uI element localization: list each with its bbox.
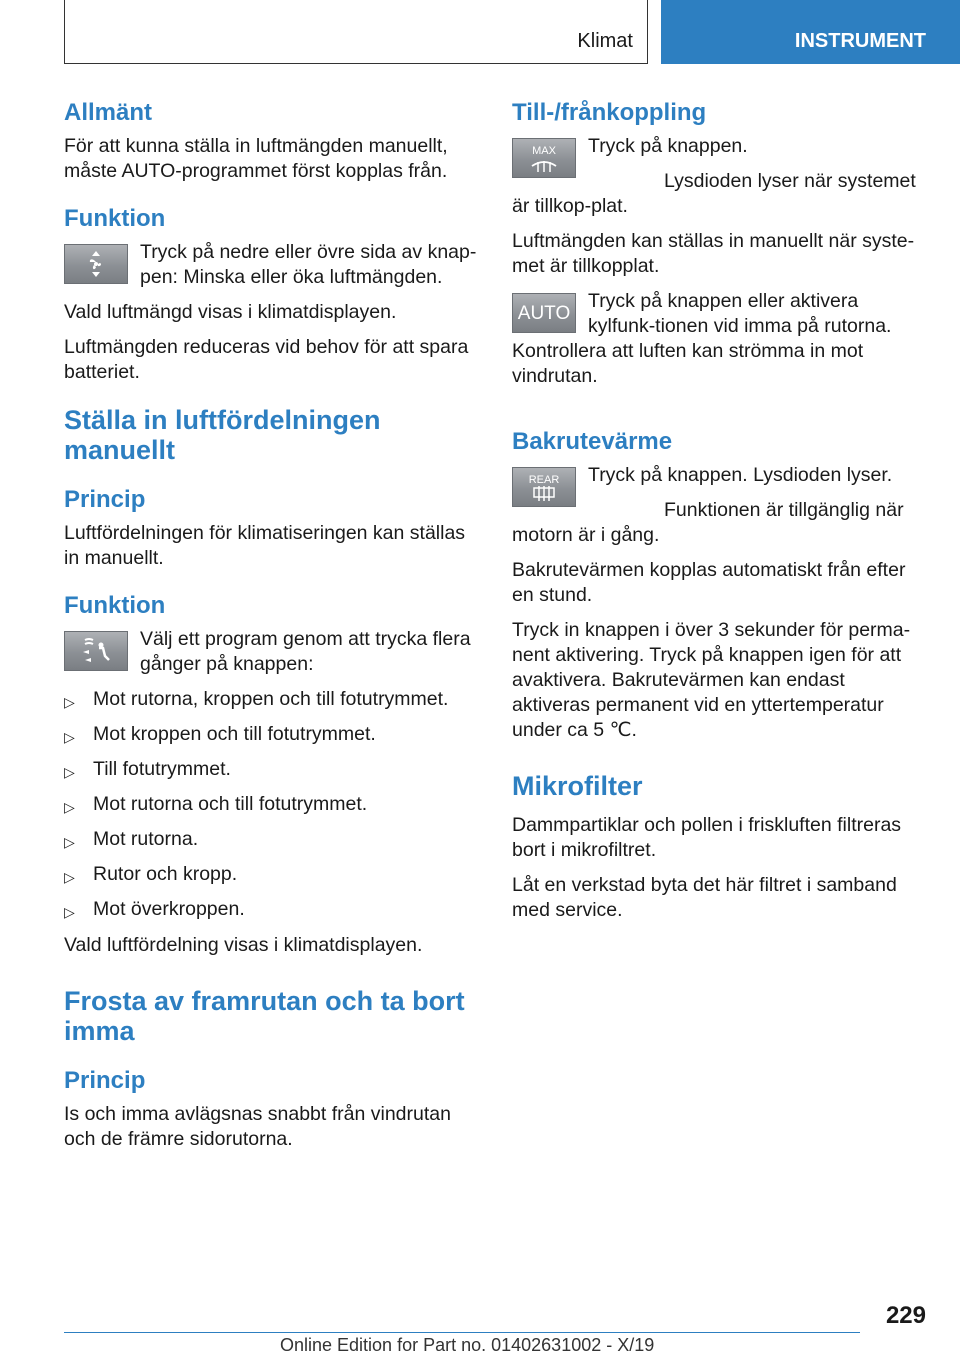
fan-updown-icon: [64, 244, 128, 284]
funktion1-p1: Vald luftmängd visas i klimatdisplayen.: [64, 301, 397, 323]
auto-button-block: [512, 289, 926, 399]
distribution-button-text: Välj ett program genom att trycka flera gånger på knappen:: [140, 628, 471, 675]
heading-bakrute: Bakrutevärme: [512, 428, 673, 455]
allmant-text: För att kunna ställa in luftmängden manuellt, måste AUTO-programmet först kopplas från.: [64, 135, 448, 182]
header-frame: [64, 0, 648, 64]
distribution-program-list: [64, 687, 478, 925]
auto-icon: [512, 293, 576, 333]
princip2-text: Is och imma avlägsnas snabbt från vindrutan och de främre sidorutorna.: [64, 1103, 451, 1150]
triangle-right-outline-icon: ▷: [64, 904, 75, 920]
footer-edition: Online Edition for Part no. 01402631002 - X/19: [280, 1335, 655, 1355]
triangle-right-outline-icon: ▷: [64, 799, 75, 815]
heading-stalla: Ställa in luftfördelningen manuellt: [64, 405, 381, 465]
list-item: ▷ Mot överkroppen.: [64, 897, 478, 925]
max-defrost-icon: [512, 138, 576, 178]
fan-button-block: [64, 240, 478, 300]
max-label: MAX: [532, 145, 556, 157]
bakrute-p1: Bakrutevärmen kopplas automatiskt från efter en stund.: [512, 559, 906, 606]
triangle-right-outline-icon: ▷: [64, 869, 75, 885]
list-item: ▷ Till fotutrymmet.: [64, 757, 478, 785]
list-item: ▷ Mot kroppen och till fotutrymmet.: [64, 722, 478, 750]
list-item: ▷ Mot rutorna och till fotutrymmet.: [64, 792, 478, 820]
chapter-title: Klimat: [577, 30, 633, 52]
funktion1-p2: Luftmängden reduceras vid behov för att spara batteriet.: [64, 336, 469, 383]
auto-text: Tryck på knappen eller aktivera kylfunk-tionen vid imma på rutorna. Kontrollera att luften kan strömma in mot vindrutan.: [512, 290, 892, 387]
heading-funktion-2: Funktion: [64, 592, 166, 619]
page-number: 229: [885, 1302, 926, 1329]
funktion2-after: Vald luftfördelning visas i klimatdisplayen.: [64, 934, 423, 956]
heading-princip-1: Princip: [64, 486, 146, 513]
heading-allmant: Allmänt: [64, 99, 153, 126]
list-item: ▷ Mot rutorna, kroppen och till fotutrymmet.: [64, 687, 478, 715]
heading-frosta: Frosta av framrutan och ta bort imma: [64, 986, 465, 1046]
list-item: ▷ Mot rutorna.: [64, 827, 478, 855]
right-column: [512, 98, 926, 933]
list-item: ▷ Rutor och kropp.: [64, 862, 478, 890]
rear-label: REAR: [528, 474, 560, 486]
max-button-block: [512, 134, 926, 229]
heading-mikrofilter: Mikrofilter: [512, 771, 643, 801]
rear-text-2: Funktionen är tillgänglig när motorn är i gång.: [512, 499, 904, 546]
fan-button-text: Tryck på nedre eller övre sida av knap-pen: Minska eller öka luftmängden.: [140, 241, 477, 288]
heading-funktion-1: Funktion: [64, 205, 166, 232]
max-text-2: Lysdioden lyser när systemet är tillkop-plat.: [512, 170, 916, 217]
max-text-1: Tryck på knappen.: [588, 135, 748, 157]
air-distribution-icon: [64, 631, 128, 671]
mikro-p1: Dammpartiklar och pollen i friskluften filtreras bort i mikrofiltret.: [512, 814, 902, 861]
triangle-right-outline-icon: ▷: [64, 834, 75, 850]
rear-text-1: Tryck på knappen. Lysdioden lyser.: [588, 464, 893, 486]
bakrute-p2: Tryck in knappen i över 3 sekunder för perma-nent aktivering. Tryck på knappen igen för att avaktivera. Bakrutevärmen kan endast aktiveras permanent vid en yttertemperatur under ca 5 ℃.: [512, 619, 911, 741]
rear-defrost-icon: [512, 467, 576, 507]
heading-till-fran: Till-/frånkoppling: [512, 99, 707, 126]
distribution-button-block: [64, 627, 478, 687]
section-tab[interactable]: INSTRUMENT: [661, 0, 960, 64]
heading-princip-2: Princip: [64, 1067, 146, 1094]
auto-label: AUTO: [517, 303, 571, 324]
triangle-right-outline-icon: ▷: [64, 694, 75, 710]
left-column: [64, 98, 478, 1162]
triangle-right-outline-icon: ▷: [64, 764, 75, 780]
princip1-text: Luftfördelningen för klimatiseringen kan ställas in manuellt.: [64, 522, 466, 569]
mikro-p2: Låt en verkstad byta det här filtret i samband med service.: [512, 874, 897, 921]
till-p1: Luftmängden kan ställas in manuellt när syste-met är tillkopplat.: [512, 230, 915, 277]
triangle-right-outline-icon: ▷: [64, 729, 75, 745]
rear-button-block: [512, 463, 926, 558]
footer-divider: [64, 1332, 860, 1333]
